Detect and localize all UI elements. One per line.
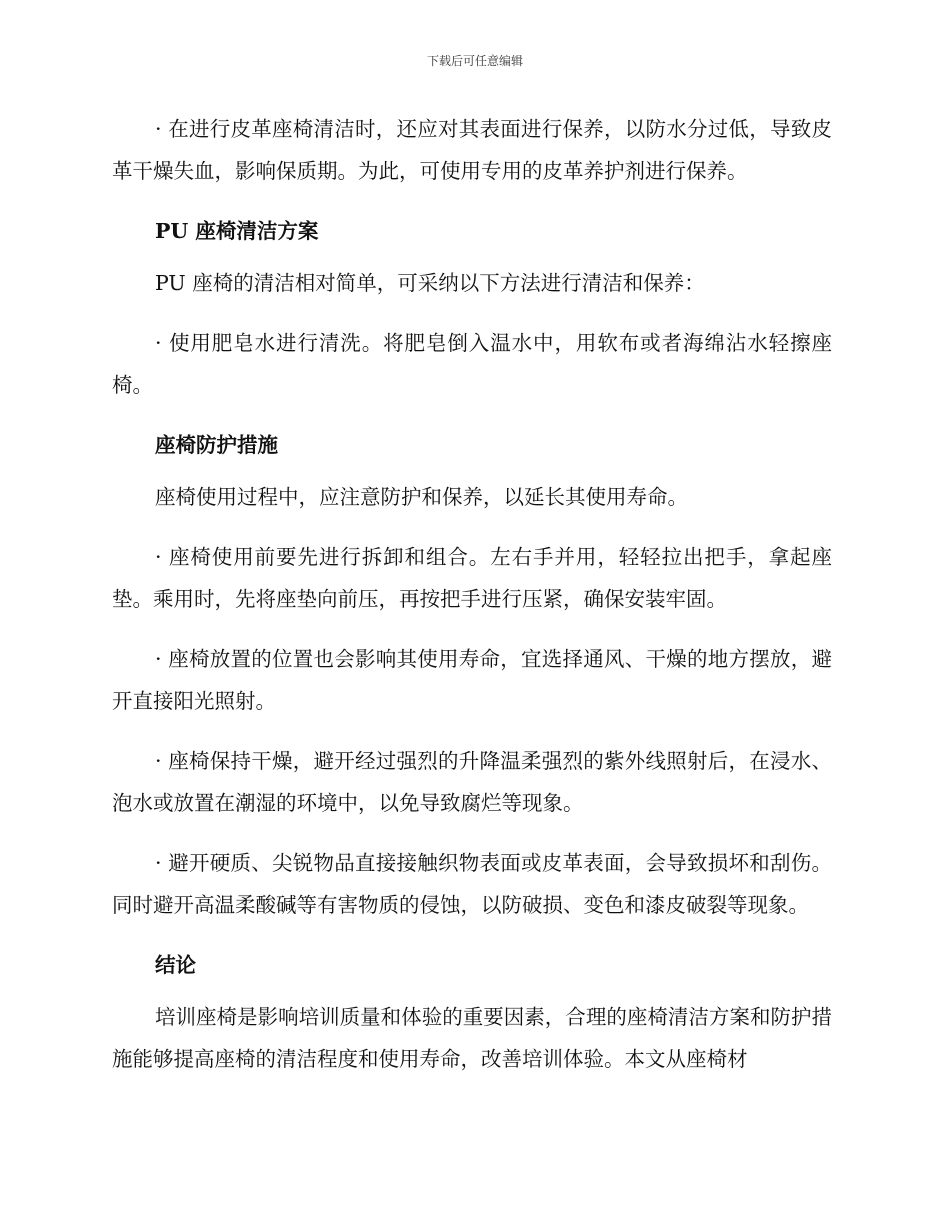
paragraph-placement: · 座椅放置的位置也会影响其使用寿命，宜选择通风、干燥的地方摆放，避开直接阳光照射。 (112, 647, 832, 713)
paragraph-keep-dry: · 座椅保持干燥，避开经过强烈的升降温柔强烈的紫外线照射后，在浸水、泡水或放置在潮湿的环境中，以免导致腐烂等现象。 (112, 749, 832, 815)
page-header: 下载后可任意编辑 (426, 54, 523, 68)
paragraph-leather-maintenance: · 在进行皮革座椅清洁时，还应对其表面进行保养，以防水分过低，导致皮革干燥失血，影响保质期。为此，可使用专用的皮革养护剂进行保养。 (112, 117, 832, 183)
paragraph-conclusion: 培训座椅是影响培训质量和体验的重要因素，合理的座椅清洁方案和防护措施能够提高座椅的清洁程度和使用寿命，改善培训体验。本文从座椅材 (112, 1005, 832, 1071)
paragraph-avoid-sharp: · 避开硬质、尖锐物品直接接触织物表面或皮革表面，会导致损坏和刮伤。同时避开高温柔酸碱等有害物质的侵蚀，以防破损、变色和漆皮破裂等现象。 (112, 851, 832, 917)
paragraph-soap-water: · 使用肥皂水进行清洗。将肥皂倒入温水中，用软布或者海绵沾水轻擦座椅。 (112, 331, 832, 397)
paragraph-pu-intro: PU 座椅的清洁相对简单，可采纳以下方法进行清洁和保养： (155, 271, 705, 295)
heading-conclusion: 结论 (155, 953, 196, 977)
paragraph-protection-intro: 座椅使用过程中，应注意防护和保养，以延长其使用寿命。 (155, 485, 688, 509)
heading-pu-seat-cleaning: PU 座椅清洁方案 (155, 219, 319, 243)
paragraph-assembly: · 座椅使用前要先进行拆卸和组合。左右手并用，轻轻拉出把手，拿起座垫。乘用时，先将座垫向前压，再按把手进行压紧，确保安装牢固。 (112, 545, 832, 611)
heading-seat-protection: 座椅防护措施 (155, 433, 278, 457)
document-body (112, 108, 832, 1098)
